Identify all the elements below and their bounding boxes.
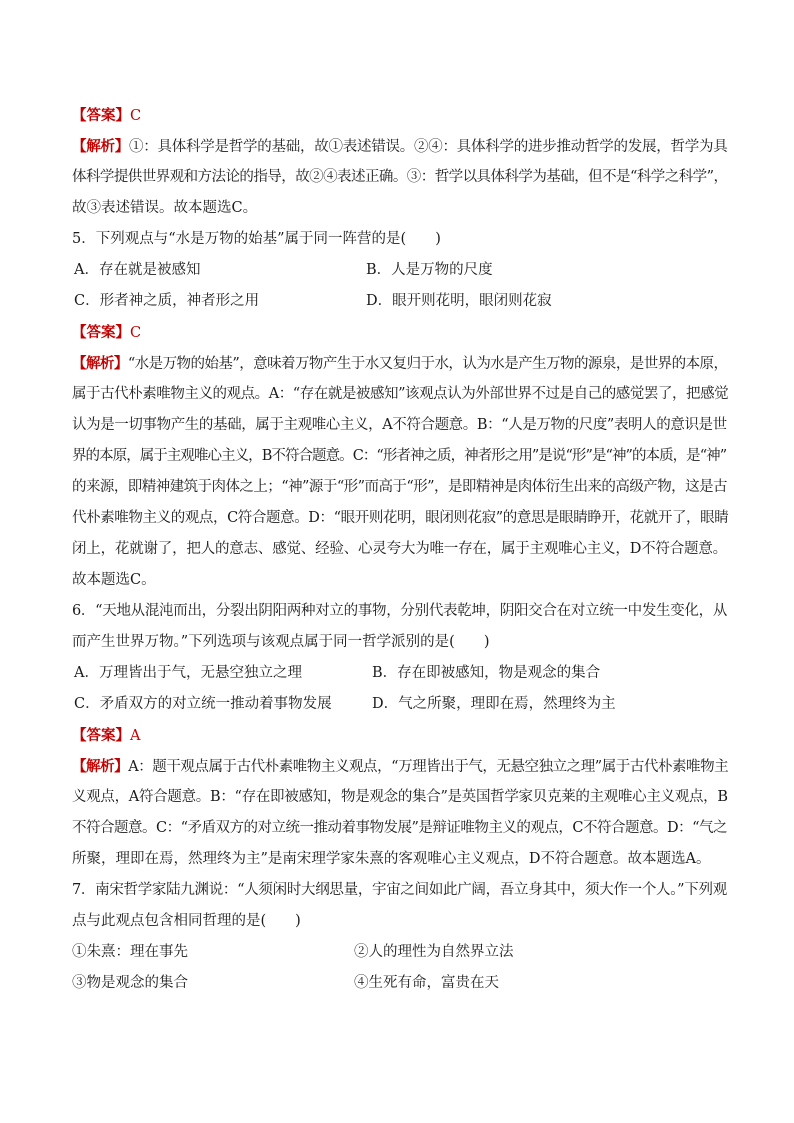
explain-tag: 【解析】 xyxy=(72,138,129,155)
q7-option-2: ②人的理性为自然界立法 xyxy=(354,944,514,960)
explain-text: “水是万物的始基”，意味着万物产生于水又复归于水，认为水是产生万物的源泉，是世界的本原， xyxy=(127,356,728,372)
q5-explain-line-4: 界的本原，属于主观唯心主义，B不符合题意。C：“形者神之质，神者形之用”是说“形”是“神”的本质，是“神” xyxy=(72,448,727,464)
q5-answer-line xyxy=(72,317,728,348)
answer-value: A xyxy=(130,728,141,744)
q6-option-c: C．矛盾双方的对立统一推动着事物发展 xyxy=(74,696,332,712)
answer-value: C xyxy=(130,325,142,341)
q7-stem-line-1: 7．南宋哲学家陆九渊说：“人须闲时大纲思量，宇宙之间如此广阔，吾立身其中，须大作一个人。”下列观 xyxy=(72,882,727,898)
q4-explain-line-1 xyxy=(72,131,728,162)
q6-explain-line-3: 不符合题意。C：“矛盾双方的对立统一推动着事物发展”是辩证唯物主义的观点，C不符合题意。D：“气之 xyxy=(72,820,728,836)
q7-option-1: ①朱熹：理在事先 xyxy=(72,944,188,960)
q6-stem-line-1: 6．“天地从混沌而出，分裂出阴阳两种对立的事物，分别代表乾坤，阴阳交合在对立统一中发生变化，从 xyxy=(72,603,728,619)
q5-explain-line-8: 故本题选C。 xyxy=(72,572,156,588)
explain-text: A：题干观点属于古代朴素唯物主义观点，“万理皆出于气，无悬空独立之理”属于古代朴素唯物主 xyxy=(128,759,729,775)
q5-option-a: A．存在就是被感知 xyxy=(74,262,201,278)
q7-options-row-1 xyxy=(72,937,728,968)
q5-explain-line-2: 属于古代朴素唯物主义的观点。A：“存在就是被感知”该观点认为外部世界不过是自己的感觉罢了，把感觉 xyxy=(72,386,729,402)
q6-options-row-2 xyxy=(72,689,728,720)
q6-options-row-1 xyxy=(72,658,728,689)
q5-explain-line-6: 代朴素唯物主义的观点，C符合题意。D：“眼开则花明，眼闭则花寂”的意思是眼睛睁开，花就开了，眼睛 xyxy=(72,510,729,526)
q7-option-4: ④生死有命，富贵在天 xyxy=(354,975,499,991)
q5-option-c: C．形者神之质，神者形之用 xyxy=(74,293,260,309)
q5-stem: 5．下列观点与“水是万物的始基”属于同一阵营的是( ) xyxy=(72,231,441,247)
answer-tag: 【答案】 xyxy=(72,727,130,744)
q4-answer-line xyxy=(72,100,728,131)
q7-options-row-2 xyxy=(72,968,728,999)
explain-tag: 【解析】 xyxy=(72,355,128,372)
explain-text: ①：具体科学是哲学的基础，故①表述错误。②④：具体科学的进步推动哲学的发展，哲学为具 xyxy=(129,139,728,155)
q5-option-b: B．人是万物的尺度 xyxy=(366,262,493,278)
answer-value: C xyxy=(130,108,142,124)
q6-stem-line-2: 而产生世界万物。”下列选项与该观点属于同一哲学派别的是( ) xyxy=(72,634,490,650)
q6-explain-line-4: 所聚，理即在焉，然理终为主”是南宋理学家朱熹的客观唯心主义观点，D不符合题意。故本题选A。 xyxy=(72,851,711,867)
answer-tag: 【答案】 xyxy=(72,107,130,124)
q7-stem-line-2: 点与此观点包含相同哲理的是( ) xyxy=(72,913,301,929)
q6-answer-line xyxy=(72,720,728,751)
q4-explain-line-3: 故③表述错误。故本题选C。 xyxy=(72,200,258,216)
q5-options-row-2 xyxy=(72,286,728,317)
q5-explain-line-5: 的来源，即精神建筑于肉体之上；“神”源于“形”而高于“形”，是即精神是肉体衍生出来的高级产物，这是古 xyxy=(72,479,727,495)
q6-explain-line-2: 义观点，A符合题意。B：“存在即被感知，物是观念的集合”是英国哲学家贝克莱的主观唯心主义观点，B xyxy=(72,789,728,805)
q6-option-b: B．存在即被感知，物是观念的集合 xyxy=(372,665,601,681)
q6-explain-line-1 xyxy=(72,751,728,782)
q5-explain-line-3: 认为是一切事物产生的基础，属于主观唯心主义，A不符合题意。B：“人是万物的尺度”表明人的意识是世 xyxy=(72,417,727,433)
document-page xyxy=(72,100,728,999)
q5-explain-line-1 xyxy=(72,348,728,379)
answer-tag: 【答案】 xyxy=(72,324,130,341)
q4-explain-line-2: 体科学提供世界观和方法论的指导，故②④表述正确。③：哲学以具体科学为基础，但不是“科学之科学”， xyxy=(72,169,728,185)
q5-explain-line-7: 闭上，花就谢了，把人的意志、感觉、经验、心灵夸大为唯一存在，属于主观唯心主义，D不符合题意。 xyxy=(72,541,727,557)
q6-option-a: A．万理皆出于气，无悬空独立之理 xyxy=(74,665,302,681)
q6-option-d: D．气之所聚，理即在焉，然理终为主 xyxy=(372,696,616,712)
q5-option-d: D．眼开则花明，眼闭则花寂 xyxy=(366,293,552,309)
q5-options-row-1 xyxy=(72,255,728,286)
explain-tag: 【解析】 xyxy=(72,758,129,775)
q7-option-3: ③物是观念的集合 xyxy=(72,975,188,991)
